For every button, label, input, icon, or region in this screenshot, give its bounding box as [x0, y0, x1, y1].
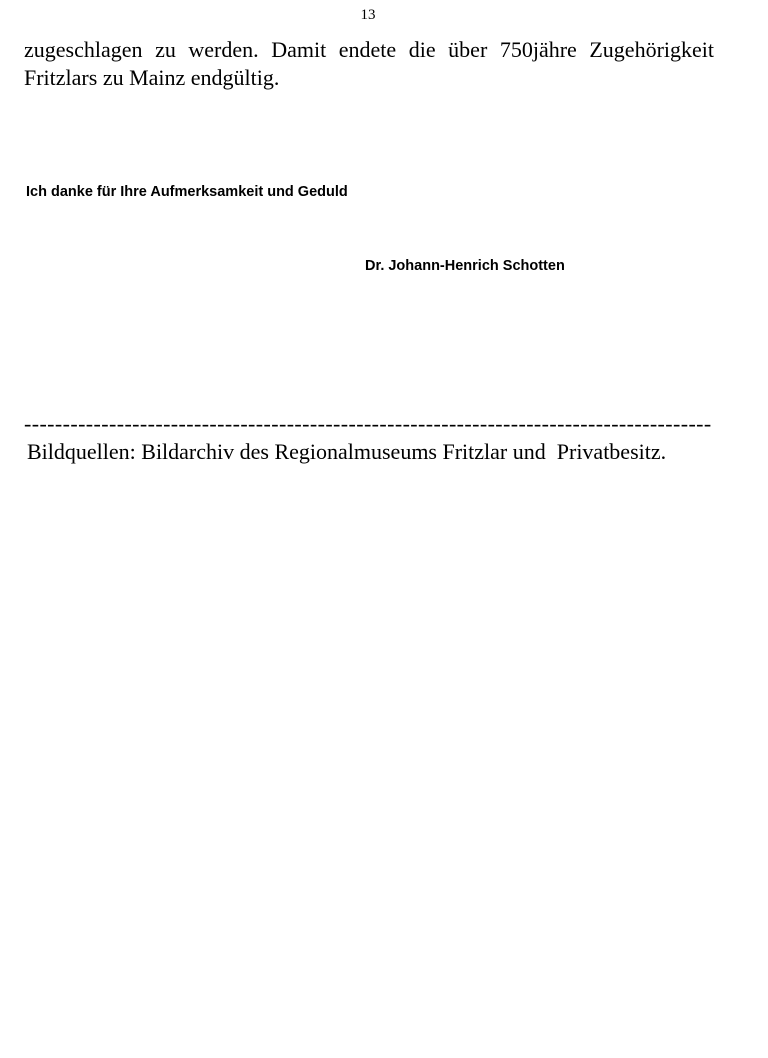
dashed-separator: ----------------------------------------------------------------------------------------- — [24, 412, 712, 436]
closing-thanks: Ich danke für Ihre Aufmerksamkeit und Geduld — [26, 184, 348, 200]
page-number: 13 — [360, 7, 376, 23]
author-signature: Dr. Johann-Henrich Schotten — [365, 258, 565, 274]
image-sources-note: Bildquellen: Bildarchiv des Regionalmuseums Fritzlar und Privatbesitz. — [27, 439, 667, 464]
body-paragraph: zugeschlagen zu werden. Damit endete die über 750jähre Zugehörigkeit Fritzlars zu Mainz endgültig. — [24, 37, 714, 90]
